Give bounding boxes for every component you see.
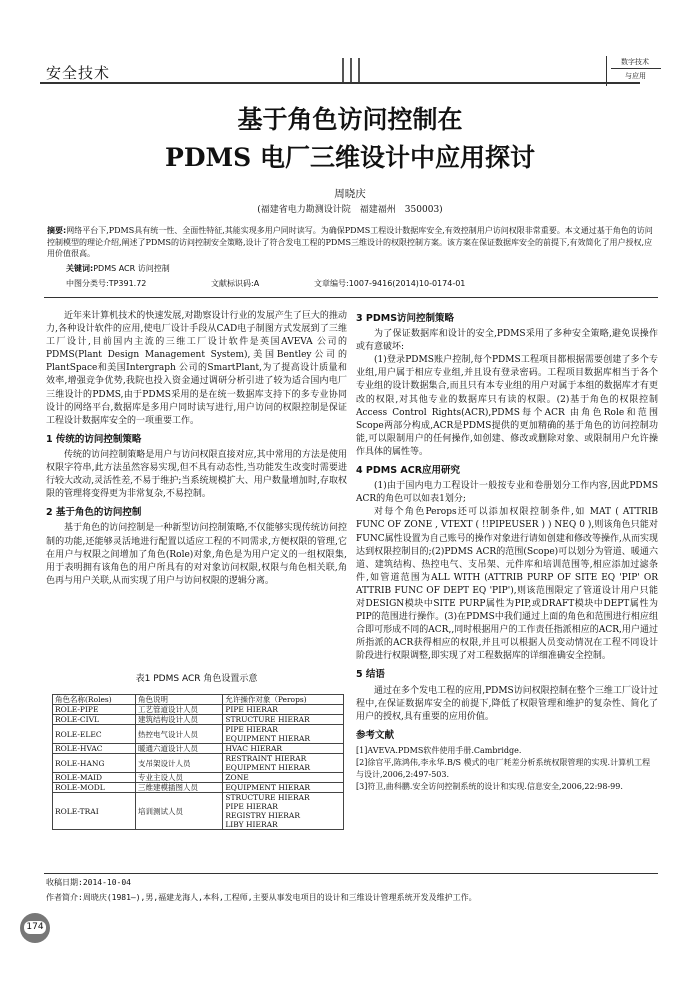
table-cell: 工艺管道设计人员 bbox=[135, 705, 222, 715]
section-4-heading: 4 PDMS ACR应用研究 bbox=[356, 465, 461, 477]
table-row bbox=[53, 744, 344, 754]
table-cell: 热控电气设计人员 bbox=[135, 725, 222, 744]
table-cell: 专业主设人员 bbox=[135, 773, 222, 783]
running-header bbox=[40, 48, 660, 82]
section-1-text: 传统的访问控制策略是用户与访问权限直接对应,其中常用的方法是使用权限字符串,此方法虽然容易实现,但不具有动态性,当功能发生改变时需要进行较大改动,灵活性差,不易于维护;当系统规模扩大、用户数量增加时,存取权限的管理将变得更为非常复杂,不易控制。 bbox=[46, 449, 347, 500]
keywords bbox=[66, 263, 170, 274]
badge-top-text: 数字技术 bbox=[621, 58, 649, 66]
abstract-label: 摘要: bbox=[47, 226, 67, 235]
table-cell: 支吊架设计人员 bbox=[135, 754, 222, 773]
table-cell: ROLE-MAID bbox=[53, 773, 136, 783]
footer-rule bbox=[44, 873, 658, 874]
received-date: 收稿日期:2014-10-04 bbox=[46, 878, 131, 887]
reference-item: [2]徐官平,陈鸿伟,李永华.B/S 模式的电厂耗差分析系统权限管理的实现.计算机工程与设计,2006,2:497-503. bbox=[356, 757, 651, 779]
keywords-label: 关键词: bbox=[66, 264, 94, 273]
table-row bbox=[53, 754, 344, 773]
table-row bbox=[53, 783, 344, 793]
table-cell: ROLE-HVAC bbox=[53, 744, 136, 754]
page-number: 174 bbox=[24, 921, 46, 934]
table-cell: STRUCTURE HIERAR bbox=[223, 715, 344, 725]
section-3-text-1: 为了保证数据库和设计的安全,PDMS采用了多种安全策略,避免误操作或有意破坏: bbox=[356, 329, 658, 353]
table-row bbox=[53, 705, 344, 715]
classification-line bbox=[66, 278, 586, 290]
table-cell: PIPE HIERAR bbox=[223, 705, 344, 715]
header-rule bbox=[40, 82, 640, 84]
section-3-heading: 3 PDMS访问控制策略 bbox=[356, 313, 455, 324]
right-column bbox=[356, 312, 658, 793]
reference-item: [1]AVEVA.PDMS软件使用手册.Cambridge. bbox=[356, 745, 522, 755]
table-cell: PIPE HIERAR EQUIPMENT HIERAR bbox=[223, 725, 344, 744]
table-header-cell: 允许操作对象（Perops) bbox=[223, 695, 344, 705]
clc-number: 中图分类号:TP391.72 bbox=[66, 279, 147, 288]
table-row bbox=[53, 773, 344, 783]
section-3-text-2: (1)登录PDMS账户控制,每个PDMS工程项目都根据需要创建了多个专业组,用户属于相应专业组,并且设有登录密码。工程项目数据库相当于各个专业组的设计数据集合,而且只有本专业组的用户对属于本组的数据库才有更改的权限,对其他专业的数据库只有读的权限。(2)基于角色的权限控制Access Control Rights(ACR),PDMS每个ACR 由角色Role和范围Scope两部分构成,ACR是PDMS提供的更加精确的基于角色的访问控制功能,可以限制用户的任何操作,如创建、修改或删除对象、或限制用户允许操作具体的属性等。 bbox=[356, 355, 658, 457]
section-4-text-1: (1)由于国内电力工程设计一般按专业和卷册划分工作内容,因此PDMS ACR的角色可以如表1划分; bbox=[356, 481, 658, 505]
references-heading: 参考文献 bbox=[356, 729, 395, 741]
left-column bbox=[46, 310, 347, 588]
section-5-text: 通过在多个发电工程的应用,PDMS访问权限控制在整个三维工厂设计过程中,在保证数据库安全的前提下,降低了权限管理和维护的复杂性、简化了用户的授权,具有重要的应用价值。 bbox=[356, 685, 658, 722]
table-cell: ROLE-ELEC bbox=[53, 725, 136, 744]
table-cell: EQUIPMENT HIERAR bbox=[223, 783, 344, 793]
article-number: 文章编号:1007-9416(2014)10-0174-01 bbox=[314, 279, 466, 288]
abstract-rule bbox=[44, 297, 658, 298]
table-cell: 培训测试人员 bbox=[135, 793, 222, 830]
keywords-text: PDMS ACR 访问控制 bbox=[93, 264, 170, 273]
table-cell: 建筑结构设计人员 bbox=[135, 715, 222, 725]
section-4-text-2: 对每个角色Perops还可以添加权限控制条件,如 MAT ( ATTRIB FUNC OF ZONE , VTEXT ( !!PIPEUSER ) ) NEQ 0 ),则该角色只能对FUNC属性设置为自己账号的操作对象进行请如创建和修改等操作,从而实现达到权限控制目的;(2)PDMS ACR的范围(Scope)可以划分为管道、暖通六道、建筑结构、热控电气、支吊架、元件库和培训范围等,相应添加过滤条件,如管道范围为ALL WITH (ATTRIB PURP OF SITE EQ 'PIP' OR ATTRIB FUNC OF DEPT EQ 'PIP'),则该范围限定了管道设计用户只能对DESIGN模块中SITE PURP属性为PIP,或DRAFT模块中DEPT属性为PIP的范围进行操作。(3)在PDMS中我们通过上面的角色和范围进行相应组合即可形成不同的ACR,,同时根据用户的工作责任指派相应的ACR,用户通过所指派的ACR获得相应的权限,并且可以根据人员变动情况在工程不同设计阶段进行权限调整,即实现了对工程数据库的详细准确安全控制。 bbox=[356, 507, 658, 662]
section-label: 安全技术 bbox=[46, 64, 111, 82]
table-row bbox=[53, 725, 344, 744]
abstract bbox=[47, 225, 653, 260]
table-cell: ROLE-MODL bbox=[53, 783, 136, 793]
badge-divider bbox=[611, 68, 661, 69]
doc-code: 文献标识码:A bbox=[211, 279, 260, 288]
table-body bbox=[53, 705, 344, 830]
table-cell: ZONE bbox=[223, 773, 344, 783]
table-cell: ROLE-HANG bbox=[53, 754, 136, 773]
section-5-heading: 5 结语 bbox=[356, 669, 385, 681]
table-cell: STRUCTURE HIERAR PIPE HIERAR REGISTRY HIERAR LIBY HIERAR bbox=[223, 793, 344, 830]
header-bars-ornament bbox=[342, 58, 362, 82]
author-bio: 作者简介:周晓庆(1981—),男,福建龙海人,本科,工程师,主要从事发电项目的设计和三维设计管理系统开发及维护工作。 bbox=[46, 893, 477, 902]
table-cell: RESTRAINT HIERAR EQUIPMENT HIERAR bbox=[223, 754, 344, 773]
table-cell: HVAC HIERAR bbox=[223, 744, 344, 754]
section-2-text: 基于角色的访问控制是一种新型访问控制策略,不仅能够实现传统访问控制的功能,还能够灵活地进行配置以适应工程的不同需求,方便权限的管理,它在用户与权限之间增加了角色(Role)对象,角色是为用户定义的一组权限集,用于表明拥有该角色的用户所具有的对对象访问权限,权限与角色相关联,角色再与用户关联,从而实现了用户与访问权限的逻辑分离。 bbox=[46, 523, 347, 586]
references-list bbox=[356, 745, 658, 793]
page-number-badge bbox=[20, 913, 50, 943]
table-row bbox=[53, 715, 344, 725]
table-header-cell: 角色名称(Roles) bbox=[53, 695, 136, 705]
table-cell: 三维建模插图人员 bbox=[135, 783, 222, 793]
table-row bbox=[53, 793, 344, 830]
reference-item: [3]符卫,曲科鹏.安全访问控制系统的设计和实现.信息安全,2006,22:98-99. bbox=[356, 781, 623, 791]
table-cell: 暖通六道设计人员 bbox=[135, 744, 222, 754]
article-title-line2: PDMS 电厂三维设计中应用探讨 bbox=[165, 143, 535, 172]
intro-paragraph: 近年来计算机技术的快速发展,对勘察设计行业的发展产生了巨大的推动力,各种设计软件的应用,使电厂设计手段从CAD电子制图方式发展到了三维工厂设计,目前国内主流的三维工厂设计软件是英国AVEVA 公司的PDMS(Plant Design Management System),美国Bentley公司的PlantSpace和美国Intergraph 公司的SmartPlant,为了提高设计质量和效率,增强竞争优势,我院也投入资金通过调研分析引进了较为适合国内电厂三维设计的PDMS,由于PDMS采用的是在统一数据库支持下的多专业协同设计的网络平台,数据库是多用户同时读写进行,用户访问的权限控制是保证工程设计数据库安全的一项重要工作。 bbox=[46, 311, 347, 426]
table-cell: ROLE-PIPE bbox=[53, 705, 136, 715]
author-affiliation: (福建省电力勘测设计院 福建福州 350003) bbox=[257, 205, 443, 215]
table-caption: 表1 PDMS ACR 角色设置示意 bbox=[135, 674, 258, 684]
section-1-heading: 1 传统的访问控制策略 bbox=[46, 433, 142, 445]
author-name: 周晓庆 bbox=[334, 188, 366, 200]
section-2-heading: 2 基于角色的访问控制 bbox=[46, 507, 142, 519]
abstract-text: 网络平台下,PDMS具有统一性、全面性特征,其能实现多用户同时读写。为确保PDMS工程设计数据库安全,有效控制用户访问权限非常重要。本文通过基于角色的访问控制模型的理论介绍,阐述了PDMS的访问控制安全策略,设计了符合发电工程的PDMS三维设计的权限控制方案。该方案在保证数据库安全的前提下,有效简化了用户授权,应用价值很高。 bbox=[47, 226, 653, 258]
roles-table bbox=[52, 694, 344, 830]
article-title-line1: 基于角色访问控制在 bbox=[237, 105, 463, 134]
table-cell: ROLE-CIVL bbox=[53, 715, 136, 725]
table-header-cell: 角色说明 bbox=[135, 695, 222, 705]
table-header-row bbox=[53, 695, 344, 705]
table-cell: ROLE-TRAI bbox=[53, 793, 136, 830]
badge-bottom-text: 与应用 bbox=[625, 72, 646, 80]
